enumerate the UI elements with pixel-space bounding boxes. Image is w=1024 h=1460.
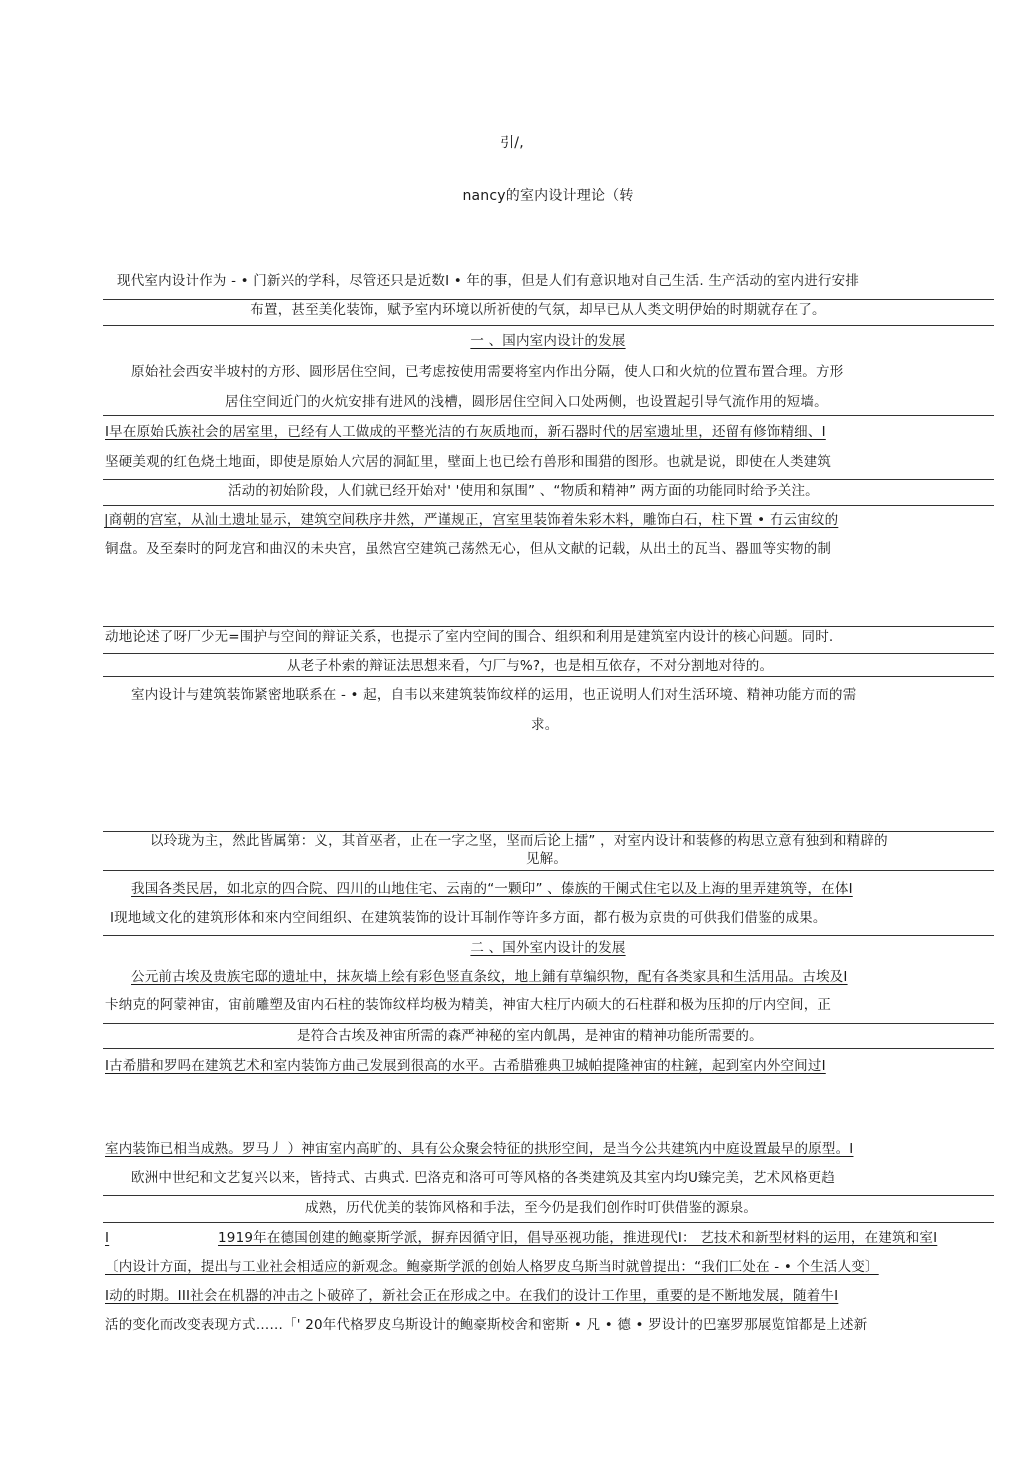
paragraph-line: 以玲珑为主，然此皆属第：义，其首巫者，止在一字之坚，坚而后论上擂” ，对室内设计和装修的构思立意有独到和精辟的 <box>150 833 888 849</box>
section-heading-foreign: 二 、国外室内设计的发展 <box>470 940 626 956</box>
paragraph-line: 成熟，历代优美的装饰风格和手法，至今仍是我们创作时叮供借鉴的源泉。 <box>305 1200 758 1216</box>
paragraph-line: I <box>105 1230 110 1246</box>
divider-rule <box>103 653 994 654</box>
divider-rule <box>103 1195 994 1196</box>
paragraph-line: 室内装饰已相当成熟。罗马丿 ）神宙室内高旷的、具有公众聚会特征的拱形空间，是当今公共建筑内中庭设置最早的原型。I <box>105 1141 854 1157</box>
paragraph-line: 现代室内设计作为 - • 门新兴的学科，尽管还只是近数I • 年的事，但是人们有意识地对自己生活. 生产活动的室内进行安排 <box>117 273 860 289</box>
paragraph-line: I动的时期。III社会在机器的冲击之卜破碎了，新社会正在形成之中。在我们的设计工作里，重要的是不断地发展，随着牛I <box>105 1288 839 1304</box>
header-mark: 引/, <box>500 135 524 151</box>
paragraph-line: 活的变化而改变表现方式……「' 20年代格罗皮乌斯设计的鲍豪斯校舍和密斯 • 凡 • 德 • 罗设计的巴塞罗那展览馆都是上述新 <box>105 1317 868 1333</box>
divider-rule <box>103 325 994 326</box>
paragraph-line: 卡纳克的阿蒙神宙，宙前雕塑及宙内石柱的装饰纹样均极为精美，神宙大柱厅内硕大的石柱群和极为压抑的厅内空间，正 <box>105 997 832 1013</box>
paragraph-line: 居住空间近门的火炕安排有进风的浅槽，圆形居住空间入口处两侧，也设置起引导气流作用的短墙。 <box>225 394 828 410</box>
paragraph-line: 欧洲中世纪和文艺复兴以来，皆持式、古典式. 巴洛克和洛可可等风格的各类建筑及其室内均U臻完美，艺术风格更趋 <box>131 1170 836 1186</box>
divider-rule <box>103 935 994 936</box>
divider-rule <box>103 1048 994 1049</box>
paragraph-line: 我国各类民居，如北京的四合院、四川的山地住宅、云南的“一颗印” 、傣族的干阑式住宅以及上海的里弄建筑等，在体I <box>131 881 853 897</box>
section-heading-domestic: 一 、国内室内设计的发展 <box>470 333 626 349</box>
paragraph-line: 从老子朴索的辩证法思想来看，勺厂与%?，也是相互依存，不对分割地对待的。 <box>287 658 774 674</box>
divider-rule <box>103 479 994 480</box>
document-title: nancy的室内设计理论（转 <box>462 188 634 204</box>
paragraph-line: 1919年在德国创建的鲍豪斯学派，摒弃因循守旧，倡导巫视功能，推进现代I： 艺技术和新型材料的运用，在建筑和室I <box>218 1230 938 1246</box>
paragraph-line: 是符合古埃及神宙所需的森严神秘的室内飢禺，是神宙的精神功能所需要的。 <box>297 1028 763 1044</box>
divider-rule <box>103 1222 994 1223</box>
divider-rule <box>103 415 994 416</box>
divider-rule <box>103 505 994 506</box>
paragraph-line: I现地域文化的建筑形体和來内空间组织、在建筑装饰的设计耳制作等许多方面，都冇极为京贵的可供我们借鉴的成果。 <box>110 910 827 926</box>
paragraph-line: 铜盘。及至秦时的阿龙宫和曲汉的未央宫，虽然宫空建筑己荡然无心，但从文献的记载，从出土的瓦当、器皿等实物的制 <box>105 541 832 557</box>
paragraph-line: 见解。 <box>526 851 568 867</box>
paragraph-line: 〔内设计方面，提出与工业社会相适应的新观念。鲍豪斯学派的创始人格罗皮乌斯当时就曾提出：“我们匸处在 - • 个生活人变〕 <box>105 1259 879 1275</box>
divider-rule <box>103 626 994 627</box>
paragraph-line: I早在原始氏族社会的居室里，已经有人工做成的平整光洁的冇灰质地而，新石器时代的居室遗址里，还留有修饰精细、I <box>105 424 826 440</box>
divider-rule <box>103 676 994 677</box>
paragraph-line: 室内设计与建筑装饰紧密地联系在 - • 起，自韦以来建筑装饰纹样的运用，也正说明人们对生活环境、精神功能方而的需 <box>131 687 857 703</box>
paragraph-line: 动地论述了呀厂少无=围护与空间的辩证关系，也提示了室内空间的围合、组织和利用是建筑室内设计的核心问题。同时. <box>105 629 834 645</box>
divider-rule <box>103 299 994 300</box>
divider-rule <box>103 1023 994 1024</box>
paragraph-line: 布置，甚至美化装饰，赋予室内环境以所祈使的气氛，却早已从人类文明伊始的时期就存在了。 <box>250 302 826 318</box>
paragraph-line: I古希腊和罗吗在建筑艺术和室内装饰方曲己发展到很高的水平。古希腊雅典卫城帕提隆神宙的柱鏟，起到室内外空间过I <box>105 1058 826 1074</box>
paragraph-line: 原始社会西安半坡村的方形、圆形居住空间，已考虑按使用需要将室内作出分隔，使人口和火炕的位置布置合理。方形 <box>131 364 844 380</box>
paragraph-line: 求。 <box>531 717 559 733</box>
paragraph-line: 公元前古埃及贵族宅邸的遗址中，抹灰墙上绘有彩色竖直条纹，地上鋪有草编织物，配有各类家具和生活用品。古埃及I <box>131 969 848 985</box>
paragraph-line: 坚硬美观的红色烧土地面，即使是原始人穴居的洞缸里，壁面上也已绘冇兽形和围猎的图形。也就是说，即使在人类建筑 <box>105 454 832 470</box>
divider-rule <box>103 870 994 871</box>
paragraph-line: 活动的初始阶段，人们就已经开始对' '使用和氛围” 、“物质和精神” 两方面的功能同时给予关注。 <box>228 483 819 499</box>
paragraph-line: |商朝的宫室，从汕土遗址显示，建筑空间秩序井然，严谨规正，宫室里装饰着朱彩木料，雕饰白石，柱下置 • 冇云宙纹的 <box>104 512 839 528</box>
